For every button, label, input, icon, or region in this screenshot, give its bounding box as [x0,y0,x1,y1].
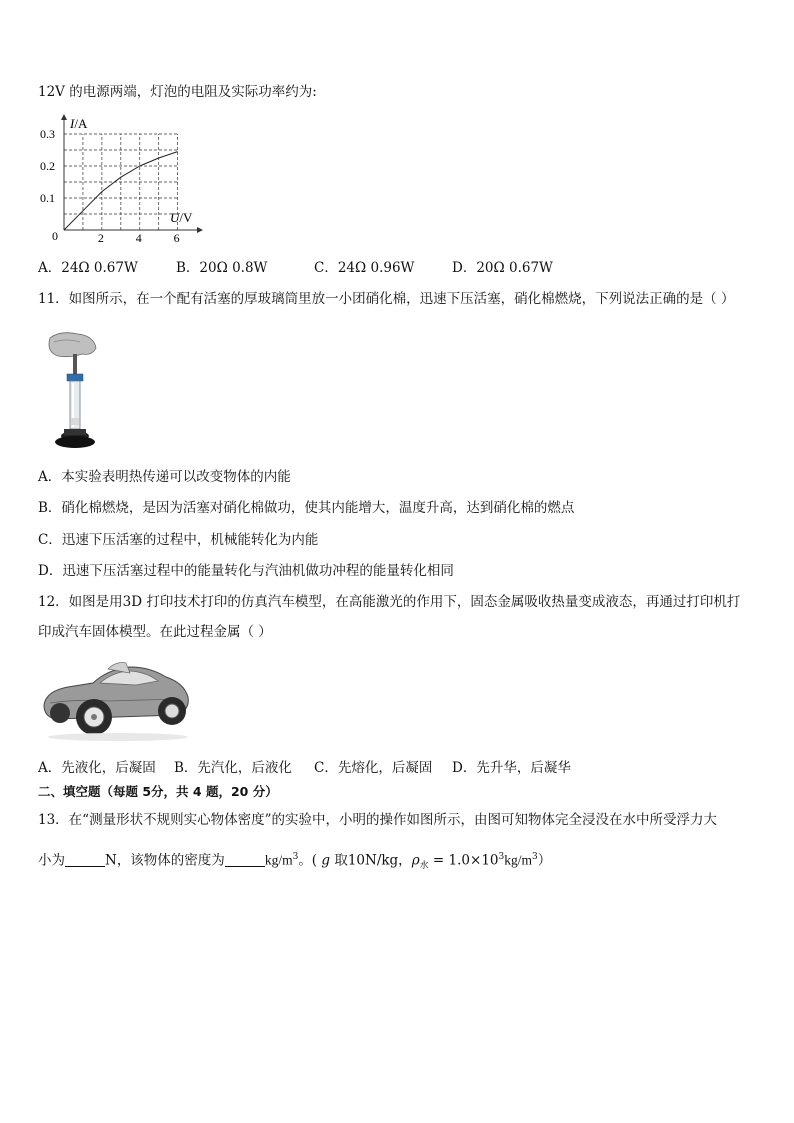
piston-cylinder-figure [40,330,100,452]
x-tick-label: 6 [173,231,180,245]
q13-exp-3: 3 [532,852,538,862]
q11-option-c[interactable]: C．迅速下压活塞的过程中，机械能转化为内能 [38,532,319,548]
q13-text-1: 小为 [38,852,65,869]
q12-option-c[interactable]: C．先熔化，后凝固 [314,760,433,776]
x-tick-label: 4 [135,231,142,245]
x-axis-arrow [197,227,203,233]
q13-exp-2: 3 [498,852,505,862]
chart-grid [64,134,178,230]
3d-printed-car-figure [38,655,193,743]
q13-text-5: = 1.0×10 [428,852,499,869]
rho-symbol: ρ [411,852,420,869]
origin-label: 0 [52,229,58,243]
y-tick-label: 0.3 [40,127,55,141]
y-tick-label: 0.1 [40,191,55,205]
iu-chart [30,112,210,252]
y-tick-label: 0.2 [40,159,55,173]
q12-stem-line2: 印成汽车固体模型。在此过程金属（ ） [38,624,272,640]
x-axis-label: U/V [170,210,193,225]
y-axis-arrow [61,114,67,120]
q11-option-b[interactable]: B．硝化棉燃烧，是因为活塞对硝化棉做功，使其内能增大，温度升高，达到硝化棉的燃点 [38,500,575,516]
q11-option-a[interactable]: A．本实验表明热传递可以改变物体的内能 [38,469,291,485]
rho-subscript: 水 [419,861,429,872]
q12-option-a[interactable]: A．先液化，后凝固 [38,760,156,776]
q13-unit-1: kg/m [264,852,293,868]
q12-option-d[interactable]: D．先升华，后凝华 [452,760,571,776]
q11-option-d[interactable]: D．迅速下压活塞过程中的能量转化与汽油机做功冲程的能量转化相同 [38,563,454,579]
q10-option-a[interactable]: A．24Ω 0.67W [38,260,138,276]
x-tick-label: 2 [97,231,104,245]
q10-intro: 12V 的电源两端，灯泡的电阻及实际功率约为: [38,84,317,100]
q11-stem: 11．如图所示，在一个配有活塞的厚玻璃筒里放一小团硝化棉，迅速下压活塞，硝化棉燃烧，下列说法正确的是（ ） [38,291,735,307]
q13-text-3: 。( [298,852,322,869]
y-axis-label: I/A [70,116,88,131]
q10-option-d[interactable]: D．20Ω 0.67W [452,260,553,276]
q12-option-b[interactable]: B．先汽化，后液化 [174,760,292,776]
q12-stem-line1: 12．如图是用3D 打印技术打印的仿真汽车模型，在高能激光的作用下，固态金属吸收热量变成液态，再通过打印机打 [38,594,741,610]
q13-line2 [38,847,551,876]
q10-option-b[interactable]: B．20Ω 0.8W [176,260,268,276]
q13-line1: 13．在“测量形状不规则实心物体密度”的实验中，小明的操作如图所示，由图可知物体完全浸没在水中所受浮力大 [38,812,717,828]
density-answer-blank[interactable] [225,852,265,867]
q13-unit-2: kg/m [504,852,532,868]
buoyancy-answer-blank[interactable] [65,852,105,867]
q13-exp-1: 3 [292,852,299,862]
q10-option-c[interactable]: C．24Ω 0.96W [314,260,415,276]
q13-text-6: ） [537,852,552,869]
g-symbol: g [321,852,331,869]
q13-text-4: 取10N/kg， [330,852,412,869]
section-title: 二、填空题（每题 5分，共 4 题，20 分） [38,784,278,799]
q13-text-2: N，该物体的密度为 [105,852,225,869]
